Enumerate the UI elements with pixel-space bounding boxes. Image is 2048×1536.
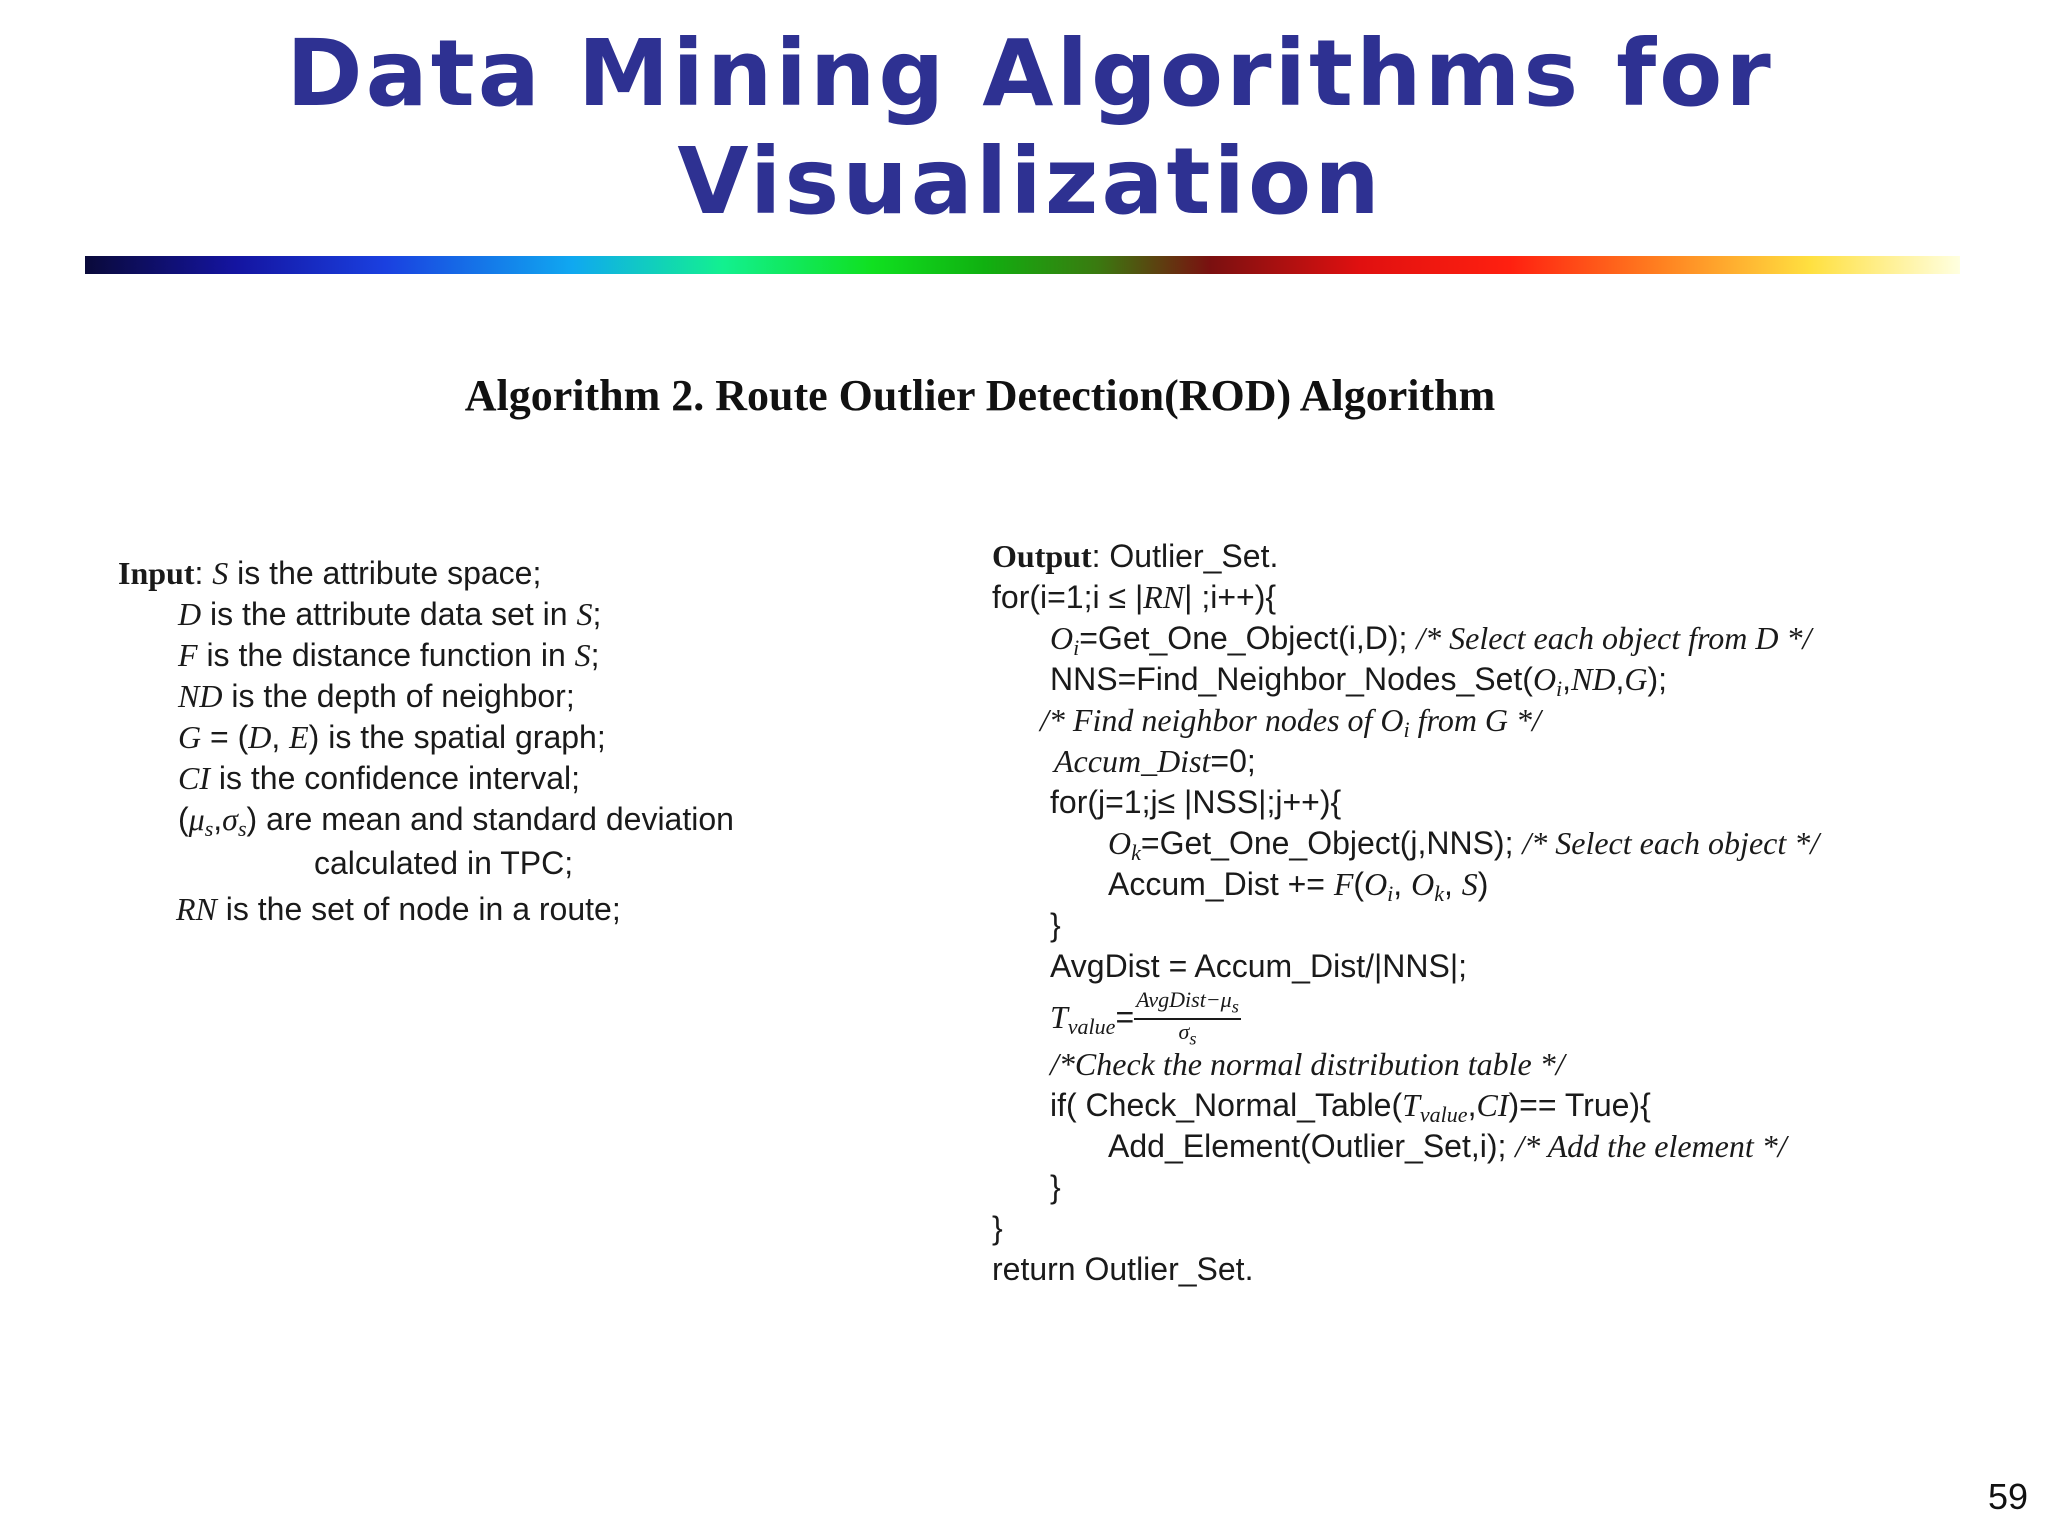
code-line: Add_Element(Outlier_Set,i); /* Add the element */: [1108, 1128, 1787, 1164]
code-line: for(i=1;i ≤ |RN| ;i++){: [992, 579, 1277, 615]
code-line: AvgDist = Accum_Dist/|NNS|;: [1050, 948, 1468, 984]
code-line: /*Check the normal distribution table */: [1050, 1046, 1565, 1082]
code-line: $O_k=Get\_One\_Object(j,NNS)$; /* Select each object */: [1108, 825, 1820, 865]
code-line: return Outlier_Set.: [992, 1251, 1254, 1287]
t-value-fraction: $\frac{AvgDist-\mu_s}{\sigma_s}$: [1136, 987, 1239, 1049]
input-line: F is the distance function in S;: [178, 637, 600, 673]
input-line: calculated in TPC;: [314, 845, 574, 881]
code-line: }: [1050, 1169, 1061, 1205]
input-label: Input: [118, 555, 195, 591]
code-line: if( $Check\_Normal\_Table(T_{value},CI)==$ True){: [1050, 1087, 1651, 1127]
input-line: ND is the depth of neighbor;: [178, 678, 575, 714]
input-line: RN is the set of node in a route;: [176, 891, 621, 927]
slide-title-line1: Data Mining Algorithms for: [286, 20, 1774, 127]
input-line: CI is the confidence interval;: [178, 760, 580, 796]
code-line: Accum_Dist=0;: [1054, 743, 1256, 779]
input-line: D is the attribute data set in S;: [178, 596, 602, 632]
code-line: Accum_Dist += $F(O_i$, $O_k$, S): [1108, 866, 1489, 906]
page-number: 59: [1987, 1476, 2028, 1517]
slide-title-line2: Visualization: [677, 128, 1383, 235]
code-line: Output: Outlier_Set.: [992, 538, 1279, 574]
rainbow-divider: [85, 256, 1960, 274]
output-label: Output: [992, 538, 1092, 574]
slide-title: [0, 20, 2048, 236]
code-line: $NNS=Find\_Neighbor\_Nodes\_Set(O_i,ND,G)$;: [1050, 661, 1668, 701]
code-line: for(j=1;j≤ |NSS|;j++){: [1050, 784, 1342, 820]
code-line: }: [992, 1210, 1003, 1246]
input-line: $(\mu_s,\sigma_s)$ are mean and standard deviation: [178, 801, 734, 841]
algorithm-title: Algorithm 2. Route Outlier Detection(ROD) Algorithm: [464, 371, 1496, 420]
code-line: /* Find neighbor nodes of $O_i$ from G */: [1040, 702, 1541, 742]
code-line: }: [1050, 907, 1061, 943]
code-line: $O_i=Get\_One\_Object(i,D)$; /* Select each object from D */: [1050, 620, 1812, 660]
input-line: G = (D, E) is the spatial graph;: [178, 719, 606, 755]
code-line: $T_{value}=$ $\frac{AvgDist-\mu_s}{\sigma_s}$: [1050, 987, 1239, 1049]
input-line: Input: S is the attribute space;: [118, 555, 542, 591]
